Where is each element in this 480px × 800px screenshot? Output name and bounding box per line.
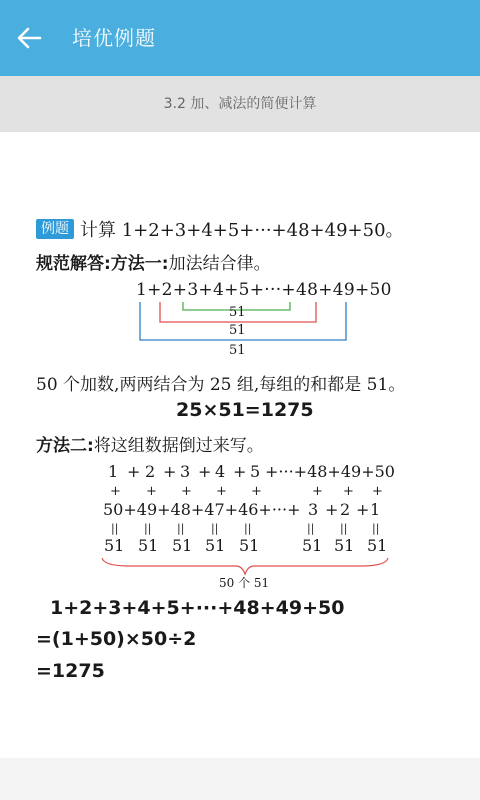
method1-line: [36, 249, 271, 274]
equals-sign: ||: [177, 522, 185, 535]
sum-row: [0, 536, 480, 558]
sum-value: 51: [205, 536, 226, 555]
bracket-label-1: 51: [229, 305, 246, 320]
sum-value: 51: [334, 536, 355, 555]
forward-plus: +: [163, 462, 177, 481]
example-content: [0, 132, 480, 758]
plus-sign: +: [312, 484, 323, 499]
forward-plus: +: [233, 462, 247, 481]
forward-plus: +: [198, 462, 212, 481]
equals-sign: ||: [244, 522, 252, 535]
plus-sign: +: [372, 484, 383, 499]
plus-sign: +: [181, 484, 192, 499]
forward-tail: +···+48+49+50: [265, 462, 395, 481]
reverse-term: 1: [370, 500, 381, 519]
sum-value: 51: [104, 536, 125, 555]
equals-sign: ||: [307, 522, 315, 535]
bracket-label-3: 51: [229, 343, 246, 358]
method1-desc: 加法结合律。: [168, 254, 271, 274]
plus-sign: +: [343, 484, 354, 499]
section-title: 3.2 加、减法的简便计算: [163, 96, 317, 112]
equals-sign: ||: [111, 522, 119, 535]
forward-term: 2: [145, 462, 156, 481]
reverse-row: [0, 500, 480, 522]
plus-sign: +: [110, 484, 121, 499]
app-bar: [0, 0, 480, 76]
sum-value: 51: [302, 536, 323, 555]
result-line-1: 1+2+3+4+5+···+48+49+50: [50, 597, 345, 619]
plus-sign: +: [216, 484, 227, 499]
reverse-plus: +: [325, 500, 339, 519]
sum-value: 51: [239, 536, 260, 555]
arrow-left-icon: [14, 24, 44, 52]
back-button[interactable]: [14, 24, 44, 52]
forward-plus: +: [127, 462, 141, 481]
sum-value: 51: [172, 536, 193, 555]
bottom-bar: [0, 758, 480, 800]
sum-value: 51: [138, 536, 159, 555]
equals-sign: ||: [211, 522, 219, 535]
method2-desc: 将这组数据倒过来写。: [93, 436, 264, 456]
plus-sign: +: [251, 484, 262, 499]
method2-line: [36, 431, 264, 456]
method1-expression: 1+2+3+4+5+···+48+49+50: [136, 280, 392, 300]
equals-sign: ||: [340, 522, 348, 535]
reverse-plus: +: [356, 500, 370, 519]
example-text: 计算 1+2+3+4+5+···+48+49+50。: [80, 220, 404, 241]
reverse-term: 3: [308, 500, 319, 519]
forward-term: 1: [108, 462, 119, 481]
example-tag: 例题: [36, 219, 74, 239]
page-title: 培优例题: [72, 26, 156, 50]
section-header: [0, 76, 480, 132]
method1-result: 25×51=1275: [176, 399, 314, 421]
method2-label: 方法二:: [36, 436, 94, 456]
reverse-head: 50+49+48+47+46+···+: [103, 500, 301, 519]
sum-value: 51: [367, 536, 388, 555]
brace-label: 50 个 51: [219, 576, 270, 590]
forward-row: [0, 462, 480, 484]
equals-sign: ||: [372, 522, 380, 535]
plus-sign: +: [146, 484, 157, 499]
bracket-label-2: 51: [229, 323, 246, 338]
equals-sign: ||: [144, 522, 152, 535]
forward-term: 3: [180, 462, 191, 481]
example-line: [36, 216, 404, 242]
forward-term: 5: [250, 462, 261, 481]
method1-label: 规范解答:方法一:: [36, 254, 169, 274]
result-line-2: =(1+50)×50÷2: [36, 628, 197, 650]
forward-term: 4: [215, 462, 226, 481]
method1-explanation: 50 个加数,两两结合为 25 组,每组的和都是 51。: [36, 375, 406, 395]
reverse-term: 2: [340, 500, 351, 519]
result-line-3: =1275: [36, 660, 105, 682]
